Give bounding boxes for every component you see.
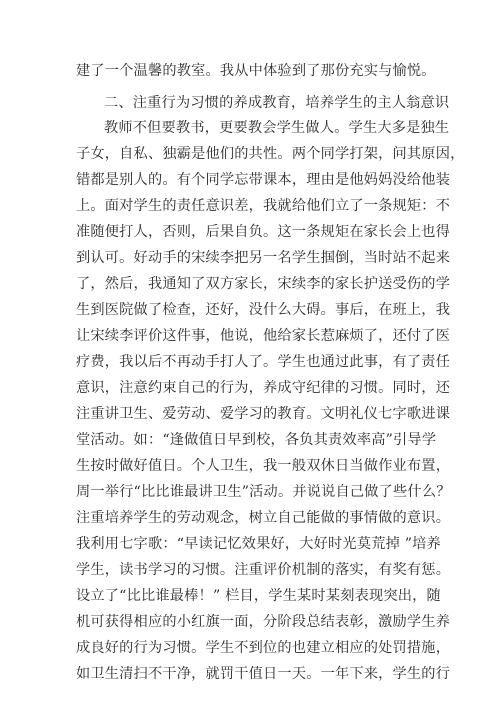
text-line: 建了一个温馨的教室。我从中体验到了那份充实与愉悦。: [76, 63, 436, 79]
text-line: 意识，注意约束自己的行为，养成守纪律的习惯。同时，还: [76, 380, 451, 396]
text-line: 如卫生清扫不干净，就罚干值日一天。一年下来，学生的行: [76, 666, 451, 682]
text-line: 我利用七字歌：“早读记忆效果好，大好时光莫荒掉 ”培养: [76, 536, 441, 552]
text-line: 子女，自私、独霸是他们的共性。两个同学打架，问其原因，: [76, 146, 465, 162]
text-line: 让宋续李评价这件事，他说，他给家长惹麻烦了，还付了医: [76, 328, 451, 344]
text-line: 设立了“比比谁最棒！” 栏目，学生某时某刻表现突出，随: [76, 588, 441, 604]
text-line: 注重培养学生的劳动观念，树立自己能做的事情做的意识。: [76, 510, 451, 526]
text-line: 错都是别人的。有个同学忘带课本，理由是他妈妈没给他装: [76, 172, 451, 188]
text-line: 生到医院做了检查，还好，没什么大碍。事后，在班上，我: [76, 302, 451, 318]
text-line: 机可获得相应的小红旗一面，分阶段总结表彰，激励学生养: [76, 614, 451, 630]
text-line: 了，然后，我通知了双方家长，宋续李的家长护送受伤的学: [76, 276, 451, 292]
text-line: 成良好的行为习惯。学生不到位的也建立相应的处罚措施，: [76, 640, 451, 656]
text-line: 生按时做好值日。个人卫生，我一般双休日当做作业布置，: [76, 458, 451, 474]
text-line: 注重讲卫生、爱劳动、爱学习的教育。文明礼仪七字歌进课: [76, 406, 451, 422]
text-line: 上。面对学生的责任意识差，我就给他们立了一条规矩：不: [76, 198, 451, 214]
text-line: 到认可。好动手的宋续李把另一名学生掴倒，当时站不起来: [76, 250, 451, 266]
text-line: 准随便打人，否则，后果自负。这一条规矩在家长会上也得: [76, 224, 451, 240]
text-line: 周一举行“比比谁最讲卫生”活动。并说说自己做了些什么？: [76, 484, 451, 500]
text-line: 疗费，我以后不再动手打人了。学生也通过此事，有了责任: [76, 354, 451, 370]
section-heading: 二、注重行为习惯的养成教育，培养学生的主人翁意识: [104, 95, 450, 111]
text-line: 学生，读书学习的习惯。注重评价机制的落实，有奖有惩。: [76, 562, 451, 578]
paragraph-first-line: 教师不但要教书，更要教会学生做人。学生大多是独生: [104, 120, 450, 136]
text-line: 堂活动。如：“逢做值日早到校，各负其责效率高”引导学: [76, 432, 437, 448]
